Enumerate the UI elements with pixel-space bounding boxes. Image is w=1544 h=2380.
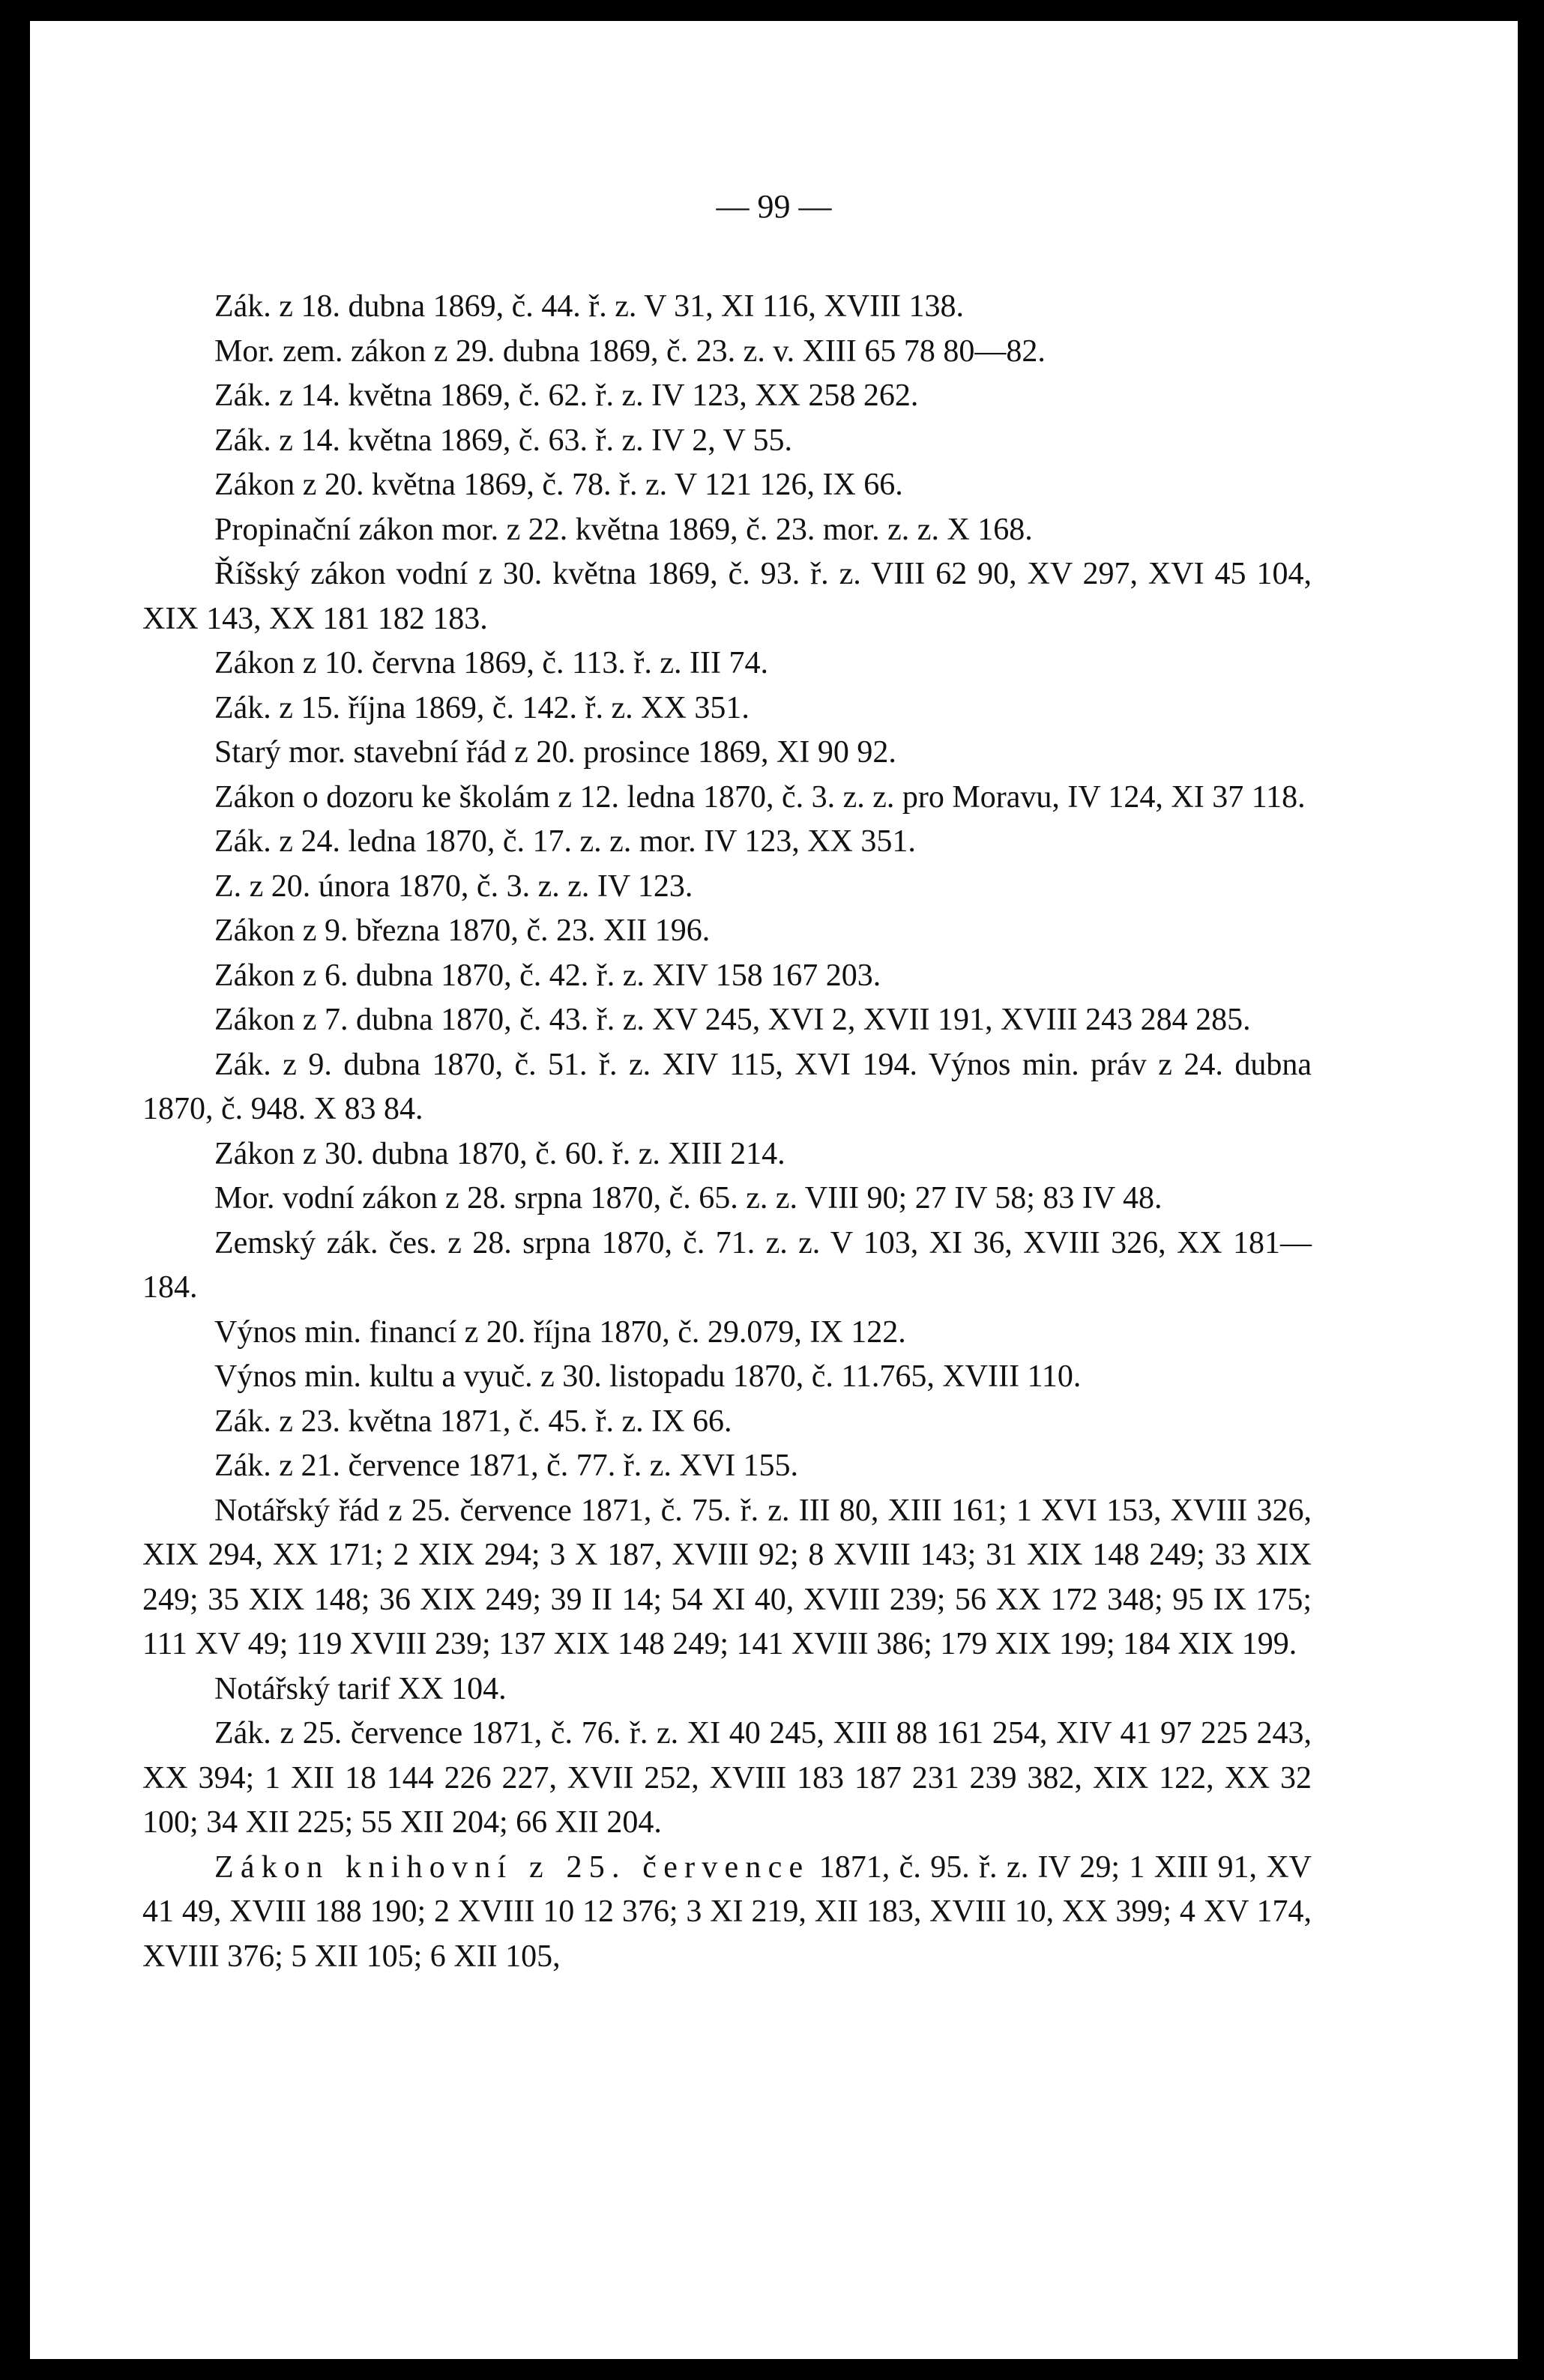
index-entry: Notářský řád z 25. července 1871, č. 75. ř. z. III 80, XIII 161; 1 XVI 153, XVIII 326, XIX 294, XX 171; 2 XIX 294; 3 X 187, XVIII 92; 8 XVIII 143; 31 XIX 148 249; 33 XIX 249; 35 XIX 148; 36 XIX 249; 39 II 14; 54 XI 40, XVIII 239; 56 XX 172 348; 95 IX 175; 111 XV 49; 119 XVIII 239; 137 XIX 148 249; 141 XVIII 386; 179 XIX 199; 184 XIX 199.	[142, 1493, 1312, 1661]
spaced-title: Zákon knihovní z 25. července	[214, 1849, 810, 1885]
index-entry: Zemský zák. čes. z 28. srpna 1870, č. 71. z. z. V 103, XI 36, XVIII 326, XX 181—184.	[142, 1225, 1312, 1305]
index-entry: Zák. z 14. května 1869, č. 62. ř. z. IV 123, XX 258 262.	[214, 378, 919, 413]
index-entry: Zákon z 7. dubna 1870, č. 43. ř. z. XV 245, XVI 2, XVII 191, XVIII 243 284 285.	[214, 1003, 1251, 1037]
index-entry: Z. z 20. února 1870, č. 3. z. z. IV 123.	[214, 869, 693, 904]
index-entry: Zákon z 10. června 1869, č. 113. ř. z. III 74.	[214, 646, 769, 680]
index-entry: Starý mor. stavební řád z 20. prosince 1869, XI 90 92.	[214, 735, 896, 770]
index-entry: Zák. z 15. října 1869, č. 142. ř. z. XX 351.	[214, 690, 750, 725]
index-entry: Zák. z 24. ledna 1870, č. 17. z. z. mor. IV 123, XX 351.	[214, 824, 916, 859]
index-entry: Zákon z 6. dubna 1870, č. 42. ř. z. XIV 158 167 203.	[214, 958, 881, 993]
index-entry: Zák. z 23. května 1871, č. 45. ř. z. IX 66.	[214, 1404, 732, 1439]
law-index-list	[142, 285, 1312, 1979]
index-entry: Zákon o dozoru ke školám z 12. ledna 1870, č. 3. z. z. pro Moravu, IV 124, XI 37 118.	[214, 779, 1306, 815]
index-entry: Výnos min. financí z 20. října 1870, č. 29.079, IX 122.	[214, 1314, 906, 1350]
index-entry: Zák. z 25. července 1871, č. 76. ř. z. XI 40 245, XIII 88 161 254, XIV 41 97 225 243, XX 394; 1 XII 18 144 226 227, XVII 252, XVIII 183 187 231 239 382, XIX 122, XX 32 100; 34 XII 225; 55 XII 204; 66 XII 204.	[142, 1716, 1312, 1840]
book-page	[30, 21, 1518, 2359]
index-entry: Zákon z 20. května 1869, č. 78. ř. z. V 121 126, IX 66.	[214, 468, 903, 502]
index-entry: Mor. vodní zákon z 28. srpna 1870, č. 65. z. z. VIII 90; 27 IV 58; 83 IV 48.	[214, 1181, 1162, 1215]
index-entry: Zák. z 9. dubna 1870, č. 51. ř. z. XIV 115, XVI 194. Výnos min. práv z 24. dubna 1870, č. 948. X 83 84.	[142, 1047, 1312, 1126]
index-entry: Zákon z 9. března 1870, č. 23. XII 196.	[214, 913, 711, 948]
page-number: — 99 —	[716, 188, 832, 225]
index-entry: Zákon z 30. dubna 1870, č. 60. ř. z. XIII 214.	[214, 1136, 785, 1171]
index-entry: Říšský zákon vodní z 30. května 1869, č. 93. ř. z. VIII 62 90, XV 297, XVI 45 104, XIX 143, XX 181 182 183.	[142, 557, 1312, 636]
index-entry: Zák. z 21. července 1871, č. 77. ř. z. XVI 155.	[214, 1449, 799, 1483]
index-entry: Propinační zákon mor. z 22. května 1869, č. 23. mor. z. z. X 168.	[214, 512, 1033, 547]
index-entry: Zák. z 14. května 1869, č. 63. ř. z. IV 2, V 55.	[214, 423, 793, 458]
index-entry: Mor. zem. zákon z 29. dubna 1869, č. 23. z. v. XIII 65 78 80—82.	[214, 333, 1046, 369]
index-entry: Zák. z 18. dubna 1869, č. 44. ř. z. V 31, XI 116, XVIII 138.	[214, 289, 965, 324]
index-entry: Notářský tarif XX 104.	[214, 1671, 507, 1706]
entry-references: 1871, č. 95. ř. z. IV 29; 1 XIII 91, XV 41 49, XVIII 188 190; 2 XVIII 10 12 376; 3 XI 219, XII 183, XVIII 10, XX 399; 4 XV 174, XVIII 376; 5 XII 105; 6 XII 105,	[142, 1849, 1312, 1974]
index-entry: Výnos min. kultu a vyuč. z 30. listopadu 1870, č. 11.765, XVIII 110.	[214, 1359, 1082, 1394]
index-entry-last	[142, 1846, 1312, 1980]
